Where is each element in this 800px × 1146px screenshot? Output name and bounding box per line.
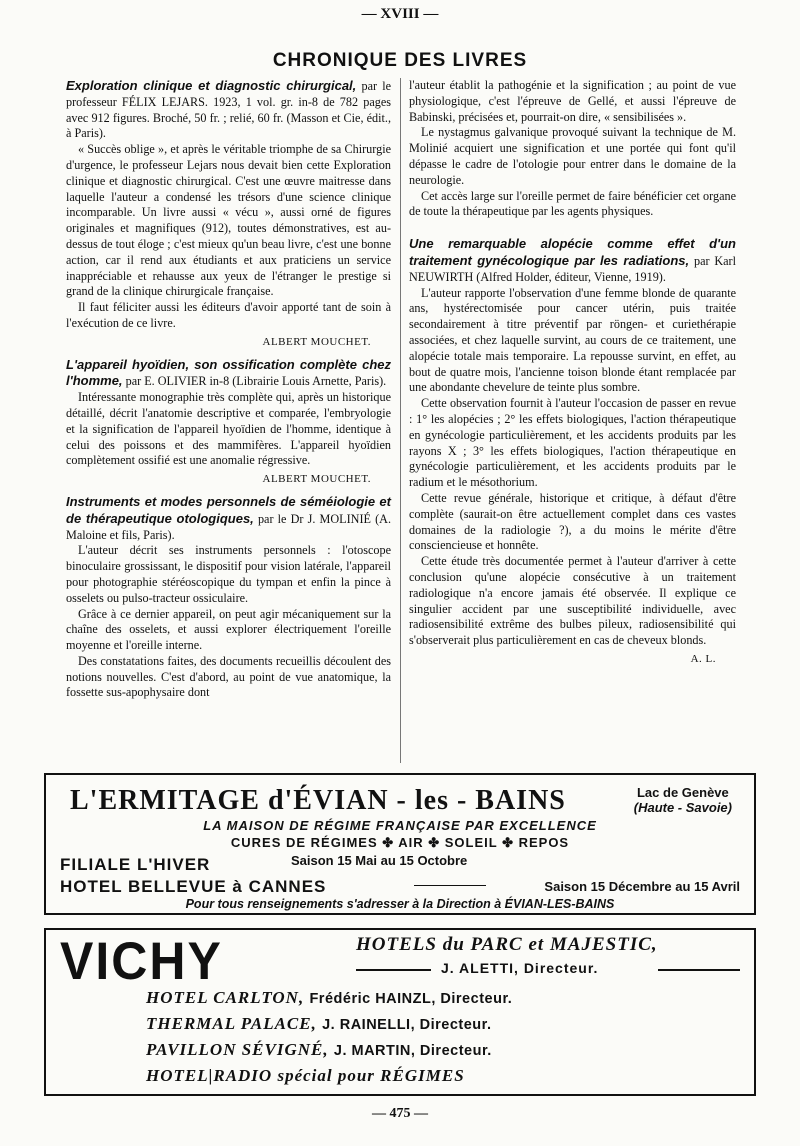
review-4-para-1: L'auteur rapporte l'observation d'une femme blonde de quarante ans, hystérectomisée pour cancer utérin, puis traitée secondairement à titre préventif par röngen- et curiethérapie associées, et chez laquelle survint, au cours de ce traitement, une alopécie totale mais temporaire. La repousse survint, en effet, au bout de quatre mois, l'ancienne toison blonde étant remplacée par une abondante chevelure de teinte plus sombre. bbox=[409, 285, 736, 395]
review-3-title: Instruments et modes personnels de séméiologie et de thérapeutique otologiques, bbox=[66, 493, 391, 526]
review-3-para-2: Grâce à ce dernier appareil, on peut agir mécaniquement sur la chaîne des osselets, et aussi explorer électriquement l'oreille moyenne et l'oreille interne. bbox=[66, 606, 391, 653]
review-3-para-5: Cet accès large sur l'oreille permet de faire bénéficier cet organe de toute la thérapeutique par les agents physiques. bbox=[409, 188, 736, 219]
vichy-ad-hotel-name: THERMAL PALACE, bbox=[146, 1014, 317, 1033]
vichy-advertisement bbox=[44, 928, 756, 1096]
review-4-para-4: Cette étude très documentée permet à l'auteur d'arriver à cette conclusion qu'une alopécie consécutive à un traitement radiologique n'a encore jamais été observée. Il explique ce singulier accident par une susceptibilité individuelle, avec radiosensibilité extrême des bulbes pileux, radiosensibilité qui s'observerait plus particulièrement en cas de cheveux blonds. bbox=[409, 554, 736, 648]
vichy-ad-row bbox=[146, 1040, 492, 1060]
vichy-ad-hotel-name: PAVILLON SÉVIGNÉ, bbox=[146, 1040, 329, 1059]
vichy-ad-row bbox=[146, 988, 512, 1008]
evian-ad-season-summer: Saison 15 Mai au 15 Octobre bbox=[291, 853, 468, 868]
left-column bbox=[66, 78, 391, 701]
review-1-meta: par le professeur FÉLIX LEJARS. 1923, 1 vol. gr. in-8 de 782 pages avec 912 figures. Broché, 50 fr. ; relié, 60 fr. (Masson et Cie, édit., à Paris). bbox=[66, 79, 392, 141]
vichy-ad-rule-right bbox=[658, 969, 740, 971]
right-column bbox=[409, 78, 736, 674]
review-3-para-1: L'auteur décrit ses instruments personnels : l'otoscope binoculaire grossissant, le dispositif pour vision latérale, l'appareil pour photographie stéréoscopique du tympan et enfin la pince à osselets ou pulso-tracteur ossiculaire. bbox=[66, 543, 391, 605]
review-1 bbox=[66, 78, 391, 142]
evian-advertisement bbox=[44, 773, 756, 915]
review-1-signature: ALBERT MOUCHET. bbox=[262, 335, 371, 348]
evian-ad-cures: CURES DE RÉGIMES ✤ AIR ✤ SOLEIL ✤ REPOS bbox=[230, 835, 570, 850]
vichy-ad-hotels: HOTELS du PARC et MAJESTIC, bbox=[356, 934, 658, 955]
vichy-ad-title: VICHY bbox=[60, 931, 223, 991]
review-1-para-2: Il faut féliciter aussi les éditeurs d'avoir apporté tant de soin à l'exécution de ce livre. bbox=[66, 300, 391, 330]
page-number: — 475 — bbox=[372, 1106, 428, 1121]
column-divider bbox=[400, 78, 401, 763]
evian-ad-region: (Haute - Savoie) bbox=[633, 800, 732, 815]
vichy-ad-rule-left bbox=[356, 969, 431, 971]
vichy-ad-aletti: J. ALETTI, Directeur. bbox=[441, 960, 599, 976]
evian-ad-dash bbox=[414, 885, 486, 886]
review-4-meta: par Karl NEUWIRTH (Alfred Holder, éditeur, Vienne, 1919). bbox=[409, 253, 737, 284]
review-1-para-1: « Succès oblige », et après le véritable triomphe de sa Chirurgie d'urgence, le professeur Lejars nous devait bien cette Exploration clinique et diagnostic chirurgical. C'est une œuvre maitresse dans laquelle l'auteur a condensé les trésors d'une science clinique incomparable. Un livre aussi « vécu », aussi orné de figures originales et magnifiques (912), toutes démonstratives, est au-dessus de tout éloge ; c'est mieux qu'un beau livre, c'est une bonne action, car il rend aux étudiants et aux praticiens un service inappréciable et rehausse aux yeux de l'étranger le prestige si grand de la clinique chirurgicale française. bbox=[66, 142, 391, 299]
vichy-ad-director: J. RAINELLI, Directeur. bbox=[322, 1017, 492, 1033]
section-title: CHRONIQUE DES LIVRES bbox=[272, 50, 528, 71]
review-3 bbox=[66, 494, 391, 543]
review-3-meta: par le Dr J. MOLINIÉ (A. Maloine et fils, Paris). bbox=[66, 511, 391, 542]
review-4-para-3: Cette revue générale, historique et critique, à défaut d'être complète (saurait-on être actuellement complet dans ces vastes domaines de la radiologie ?), a du moins le mérite d'être consciencieuse et honnête. bbox=[409, 490, 736, 553]
vichy-ad-row bbox=[146, 1014, 492, 1034]
review-2-signature: ALBERT MOUCHET. bbox=[262, 473, 371, 486]
review-4-para-2: Cette observation fournit à l'auteur l'occasion de passer en revue : 1° les alopécies ; 2° les effets biologiques, l'action thérapeutique en gynécologie particulièrement, et les accidents produits par les rayons X ; 3° les effets biologiques, l'action thérapeutique en gynécologie particulièrement, et les accidents produits par le radium et le mésothorium. bbox=[409, 396, 736, 490]
evian-ad-season-winter: Saison 15 Décembre au 15 Avril bbox=[544, 879, 740, 894]
review-2-para-1: Intéressante monographie très complète qui, après un historique détaillé, décrit l'anatomie descriptive et comparée, l'embryologie et la signification de l'appareil hyoïdien de l'homme, identique à celui des poissons et des mammifères. L'appareil hyoïdien complètement ossifié est une anomalie régressive. bbox=[66, 390, 391, 468]
review-3-para-3: Des constatations faites, des documents recueillis découlent des notions nouvelles. C'est d'abord, au point de vue anatomique, la fossette sus-apophysaire dont bbox=[66, 653, 391, 700]
review-2 bbox=[66, 357, 391, 391]
vichy-ad-row bbox=[146, 1066, 465, 1086]
vichy-ad-hotel-name: HOTEL|RADIO spécial pour RÉGIMES bbox=[146, 1066, 465, 1085]
review-2-title: L'appareil hyoïdien, son ossification complète chez l'homme, bbox=[66, 356, 391, 389]
evian-ad-footer: Pour tous renseignements s'adresser à la Direction à ÉVIAN-LES-BAINS bbox=[185, 897, 615, 911]
review-1-title: Exploration clinique et diagnostic chirurgical, bbox=[66, 78, 357, 93]
review-4-title: Une remarquable alopécie comme effet d'un traitement gynécologique par les radiations, bbox=[409, 236, 736, 268]
evian-ad-title: L'ERMITAGE d'ÉVIAN - les - BAINS bbox=[70, 785, 566, 816]
vichy-ad-hotel-name: HOTEL CARLTON, bbox=[146, 988, 305, 1007]
spacer bbox=[409, 228, 736, 236]
review-4-signature: A. L. bbox=[690, 652, 716, 665]
evian-ad-location bbox=[634, 785, 732, 815]
vichy-ad-director: Frédéric HAINZL, Directeur. bbox=[309, 991, 513, 1007]
evian-ad-tagline: LA MAISON DE RÉGIME FRANÇAISE PAR EXCELLENCE bbox=[203, 818, 597, 833]
evian-ad-filiale: FILIALE L'HIVER bbox=[60, 855, 211, 874]
spacer bbox=[409, 220, 736, 228]
evian-ad-lake: Lac de Genève bbox=[636, 785, 729, 800]
evian-ad-bellevue: HOTEL BELLEVUE à CANNES bbox=[60, 877, 327, 896]
review-2-meta: par E. OLIVIER in-8 (Librairie Louis Arnette, Paris). bbox=[125, 374, 387, 389]
vichy-ad-director: J. MARTIN, Directeur. bbox=[333, 1043, 492, 1059]
review-3-continued: l'auteur établit la pathogénie et la signification ; au point de vue physiologique, c'est l'épreuve de Gellé, et aussi l'épreuve de Babinski, précisées et, pourrait-on dire, « sensibilisées ». bbox=[409, 78, 736, 124]
review-4 bbox=[409, 236, 736, 285]
page-roman-numeral: — XVIII — bbox=[361, 6, 439, 22]
review-3-para-4: Le nystagmus galvanique provoqué suivant la technique de M. Molinié acquiert une signification et une portée qui font qu'il dépasse le cadre de l'otologie pour entrer dans le domaine de la neurologie. bbox=[409, 125, 736, 187]
